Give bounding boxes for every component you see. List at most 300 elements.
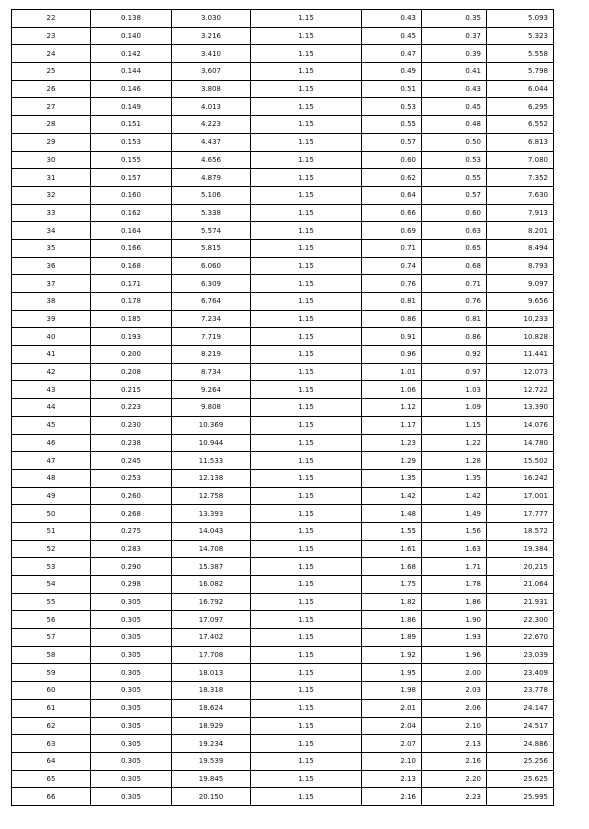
table-cell: 17.777 (487, 505, 554, 523)
table-cell: 66 (12, 788, 91, 806)
table-cell: 18.013 (172, 664, 251, 682)
table-cell: 7.913 (487, 204, 554, 222)
table-cell: 6.044 (487, 80, 554, 98)
table-cell: 39 (12, 310, 91, 328)
table-cell: 5.558 (487, 45, 554, 63)
table-cell: 0.149 (91, 98, 172, 116)
table-cell: 0.151 (91, 116, 172, 134)
table-cell: 25.256 (487, 752, 554, 770)
table-cell: 0.157 (91, 169, 172, 187)
table-cell: 4.879 (172, 169, 251, 187)
table-cell: 1.93 (422, 629, 487, 647)
table-cell: 0.57 (422, 186, 487, 204)
table-row (12, 98, 554, 116)
table-cell: 0.53 (422, 151, 487, 169)
table-cell: 1.15 (251, 239, 362, 257)
table-row (12, 788, 554, 806)
table-cell: 1.15 (251, 293, 362, 311)
table-row (12, 682, 554, 700)
table-cell: 1.03 (422, 381, 487, 399)
table-cell: 18.318 (172, 682, 251, 700)
table-row (12, 169, 554, 187)
table-cell: 9.808 (172, 399, 251, 417)
table-cell: 1.96 (422, 646, 487, 664)
table-row (12, 204, 554, 222)
table-cell: 0.81 (422, 310, 487, 328)
table-cell: 1.15 (251, 505, 362, 523)
table-cell: 1.15 (251, 576, 362, 594)
table-cell: 4.437 (172, 133, 251, 151)
table-cell: 1.89 (362, 629, 422, 647)
table-row (12, 275, 554, 293)
table-cell: 22.670 (487, 629, 554, 647)
table-row (12, 133, 554, 151)
table-cell: 1.15 (422, 416, 487, 434)
table-cell: 0.65 (422, 239, 487, 257)
table-cell: 1.15 (251, 416, 362, 434)
table-cell: 2.16 (422, 752, 487, 770)
table-cell: 14.076 (487, 416, 554, 434)
table-cell: 0.62 (362, 169, 422, 187)
table-cell: 17.001 (487, 487, 554, 505)
table-row (12, 487, 554, 505)
table-cell: 1.15 (251, 540, 362, 558)
table-cell: 0.164 (91, 222, 172, 240)
table-row (12, 363, 554, 381)
table-cell: 30 (12, 151, 91, 169)
table-cell: 1.98 (362, 682, 422, 700)
table-cell: 2.13 (422, 735, 487, 753)
table-cell: 0.223 (91, 399, 172, 417)
table-cell: 27 (12, 98, 91, 116)
table-cell: 0.63 (422, 222, 487, 240)
table-cell: 6.764 (172, 293, 251, 311)
table-cell: 24.886 (487, 735, 554, 753)
table-cell: 55 (12, 593, 91, 611)
table-cell: 3.808 (172, 80, 251, 98)
table-cell: 18.929 (172, 717, 251, 735)
table-cell: 25 (12, 63, 91, 81)
table-cell: 14.780 (487, 434, 554, 452)
table-cell: 0.140 (91, 27, 172, 45)
table-row (12, 381, 554, 399)
table-cell: 1.92 (362, 646, 422, 664)
table-cell: 1.48 (362, 505, 422, 523)
table-cell: 1.82 (362, 593, 422, 611)
table-cell: 1.86 (362, 611, 422, 629)
table-row (12, 522, 554, 540)
table-cell: 0.305 (91, 664, 172, 682)
table-cell: 12.073 (487, 363, 554, 381)
table-cell: 19.845 (172, 770, 251, 788)
table-cell: 20.215 (487, 558, 554, 576)
table-row (12, 186, 554, 204)
table-cell: 8.219 (172, 346, 251, 364)
table-cell: 1.15 (251, 328, 362, 346)
table-cell: 1.15 (251, 487, 362, 505)
table-cell: 0.230 (91, 416, 172, 434)
table-cell: 58 (12, 646, 91, 664)
table-cell: 1.71 (422, 558, 487, 576)
table-cell: 1.15 (251, 752, 362, 770)
table-cell: 2.04 (362, 717, 422, 735)
table-cell: 62 (12, 717, 91, 735)
table-cell: 12.138 (172, 469, 251, 487)
table-cell: 0.146 (91, 80, 172, 98)
table-row (12, 45, 554, 63)
table-row (12, 328, 554, 346)
table-row (12, 717, 554, 735)
table-cell: 19.539 (172, 752, 251, 770)
table-cell: 0.153 (91, 133, 172, 151)
table-cell: 1.56 (422, 522, 487, 540)
table-cell: 13.393 (172, 505, 251, 523)
table-cell: 52 (12, 540, 91, 558)
table-cell: 36 (12, 257, 91, 275)
table-cell: 8.201 (487, 222, 554, 240)
table-cell: 13.390 (487, 399, 554, 417)
table-cell: 0.200 (91, 346, 172, 364)
table-cell: 21.931 (487, 593, 554, 611)
table-cell: 1.15 (251, 699, 362, 717)
table-row (12, 752, 554, 770)
table-cell: 0.51 (362, 80, 422, 98)
table-cell: 0.260 (91, 487, 172, 505)
table-cell: 1.15 (251, 346, 362, 364)
table-row (12, 629, 554, 647)
table-cell: 0.138 (91, 10, 172, 28)
table-cell: 19.234 (172, 735, 251, 753)
table-cell: 3.030 (172, 10, 251, 28)
table-cell: 0.171 (91, 275, 172, 293)
table-row (12, 239, 554, 257)
table-cell: 5.106 (172, 186, 251, 204)
table-row (12, 346, 554, 364)
table-cell: 1.15 (251, 133, 362, 151)
table-cell: 24 (12, 45, 91, 63)
table-cell: 0.76 (362, 275, 422, 293)
table-cell: 28 (12, 116, 91, 134)
table-cell: 20.150 (172, 788, 251, 806)
table-cell: 0.57 (362, 133, 422, 151)
table-row (12, 505, 554, 523)
table-cell: 1.15 (251, 381, 362, 399)
table-cell: 1.15 (251, 682, 362, 700)
table-cell: 0.305 (91, 682, 172, 700)
table-cell: 1.15 (251, 116, 362, 134)
table-cell: 5.815 (172, 239, 251, 257)
table-cell: 59 (12, 664, 91, 682)
table-cell: 0.47 (362, 45, 422, 63)
table-cell: 10.233 (487, 310, 554, 328)
table-cell: 6.295 (487, 98, 554, 116)
table-cell: 1.49 (422, 505, 487, 523)
table-cell: 34 (12, 222, 91, 240)
table-cell: 33 (12, 204, 91, 222)
table-cell: 0.86 (362, 310, 422, 328)
table-cell: 0.97 (422, 363, 487, 381)
table-cell: 7.630 (487, 186, 554, 204)
table-cell: 0.71 (422, 275, 487, 293)
table-cell: 6.309 (172, 275, 251, 293)
table-cell: 1.15 (251, 27, 362, 45)
table-cell: 0.238 (91, 434, 172, 452)
table-cell: 10.944 (172, 434, 251, 452)
table-cell: 42 (12, 363, 91, 381)
table-cell: 1.15 (251, 98, 362, 116)
table-cell: 1.15 (251, 45, 362, 63)
table-cell: 23.409 (487, 664, 554, 682)
table-cell: 0.43 (362, 10, 422, 28)
table-cell: 16.242 (487, 469, 554, 487)
table-row (12, 452, 554, 470)
table-cell: 0.144 (91, 63, 172, 81)
table-cell: 1.01 (362, 363, 422, 381)
table-cell: 1.95 (362, 664, 422, 682)
table-cell: 4.013 (172, 98, 251, 116)
table-cell: 0.49 (362, 63, 422, 81)
table-cell: 9.264 (172, 381, 251, 399)
table-cell: 6.552 (487, 116, 554, 134)
table-cell: 41 (12, 346, 91, 364)
table-cell: 24.147 (487, 699, 554, 717)
table-row (12, 399, 554, 417)
table-cell: 0.290 (91, 558, 172, 576)
table-cell: 1.42 (422, 487, 487, 505)
table-cell: 11.533 (172, 452, 251, 470)
table-cell: 65 (12, 770, 91, 788)
table-cell: 2.03 (422, 682, 487, 700)
table-cell: 1.15 (251, 222, 362, 240)
table-cell: 57 (12, 629, 91, 647)
table-cell: 3.410 (172, 45, 251, 63)
table-cell: 0.60 (422, 204, 487, 222)
table-cell: 0.37 (422, 27, 487, 45)
table-cell: 4.656 (172, 151, 251, 169)
table-cell: 0.45 (422, 98, 487, 116)
table-cell: 18.624 (172, 699, 251, 717)
table-cell: 0.48 (422, 116, 487, 134)
table-cell: 0.41 (422, 63, 487, 81)
table-cell: 0.193 (91, 328, 172, 346)
table-cell: 0.81 (362, 293, 422, 311)
table-cell: 2.07 (362, 735, 422, 753)
table-cell: 0.268 (91, 505, 172, 523)
table-cell: 0.50 (422, 133, 487, 151)
table-cell: 12.722 (487, 381, 554, 399)
table-cell: 19.384 (487, 540, 554, 558)
table-cell: 21.064 (487, 576, 554, 594)
table-row (12, 10, 554, 28)
table-cell: 1.17 (362, 416, 422, 434)
table-cell: 54 (12, 576, 91, 594)
table-cell: 1.15 (251, 717, 362, 735)
table-cell: 2.10 (422, 717, 487, 735)
table-cell: 6.813 (487, 133, 554, 151)
table-cell: 0.245 (91, 452, 172, 470)
table-cell: 44 (12, 399, 91, 417)
table-cell: 1.15 (251, 63, 362, 81)
table-cell: 2.06 (422, 699, 487, 717)
table-cell: 18.572 (487, 522, 554, 540)
table-cell: 0.305 (91, 593, 172, 611)
table-cell: 1.15 (251, 593, 362, 611)
table-cell: 1.15 (251, 629, 362, 647)
table-cell: 0.275 (91, 522, 172, 540)
table-cell: 8.734 (172, 363, 251, 381)
table-cell: 0.298 (91, 576, 172, 594)
table-cell: 1.15 (251, 80, 362, 98)
table-cell: 16.792 (172, 593, 251, 611)
table-row (12, 27, 554, 45)
table-cell: 43 (12, 381, 91, 399)
table-cell: 17.402 (172, 629, 251, 647)
table-cell: 12.758 (172, 487, 251, 505)
table-row (12, 416, 554, 434)
table-cell: 14.043 (172, 522, 251, 540)
table-row (12, 293, 554, 311)
table-cell: 0.53 (362, 98, 422, 116)
table-cell: 0.39 (422, 45, 487, 63)
table-cell: 9.097 (487, 275, 554, 293)
table-cell: 1.35 (422, 469, 487, 487)
table-cell: 1.63 (422, 540, 487, 558)
table-cell: 22 (12, 10, 91, 28)
table-cell: 2.20 (422, 770, 487, 788)
table-cell: 5.338 (172, 204, 251, 222)
table-cell: 1.15 (251, 169, 362, 187)
table-body (12, 10, 554, 806)
table-cell: 8.494 (487, 239, 554, 257)
table-cell: 25.625 (487, 770, 554, 788)
table-cell: 1.75 (362, 576, 422, 594)
table-cell: 0.69 (362, 222, 422, 240)
table-row (12, 469, 554, 487)
table-cell: 5.574 (172, 222, 251, 240)
table-cell: 4.223 (172, 116, 251, 134)
table-cell: 40 (12, 328, 91, 346)
table-cell: 1.15 (251, 735, 362, 753)
table-cell: 24.517 (487, 717, 554, 735)
table-cell: 1.35 (362, 469, 422, 487)
table-cell: 60 (12, 682, 91, 700)
table-row (12, 222, 554, 240)
table-cell: 7.080 (487, 151, 554, 169)
table-cell: 1.28 (422, 452, 487, 470)
table-cell: 25.995 (487, 788, 554, 806)
table-cell: 0.305 (91, 717, 172, 735)
table-cell: 8.793 (487, 257, 554, 275)
table-row (12, 699, 554, 717)
table-cell: 0.86 (422, 328, 487, 346)
table-cell: 0.283 (91, 540, 172, 558)
table-row (12, 257, 554, 275)
table-cell: 0.76 (422, 293, 487, 311)
table-row (12, 558, 554, 576)
table-cell: 1.15 (251, 469, 362, 487)
table-cell: 0.155 (91, 151, 172, 169)
table-cell: 1.42 (362, 487, 422, 505)
table-cell: 61 (12, 699, 91, 717)
table-cell: 53 (12, 558, 91, 576)
table-cell: 2.10 (362, 752, 422, 770)
table-cell: 15.387 (172, 558, 251, 576)
table-row (12, 116, 554, 134)
table-cell: 29 (12, 133, 91, 151)
table-cell: 0.215 (91, 381, 172, 399)
table-cell: 1.15 (251, 151, 362, 169)
table-cell: 31 (12, 169, 91, 187)
table-cell: 1.15 (251, 522, 362, 540)
table-cell: 63 (12, 735, 91, 753)
table-cell: 2.23 (422, 788, 487, 806)
table-cell: 23.039 (487, 646, 554, 664)
table-cell: 2.01 (362, 699, 422, 717)
table-cell: 1.06 (362, 381, 422, 399)
table-cell: 64 (12, 752, 91, 770)
table-cell: 0.64 (362, 186, 422, 204)
table-cell: 0.162 (91, 204, 172, 222)
table-cell: 0.168 (91, 257, 172, 275)
table-row (12, 80, 554, 98)
table-cell: 1.61 (362, 540, 422, 558)
table-cell: 1.15 (251, 558, 362, 576)
table-row (12, 735, 554, 753)
table-cell: 48 (12, 469, 91, 487)
table-cell: 0.60 (362, 151, 422, 169)
table-cell: 37 (12, 275, 91, 293)
table-cell: 1.90 (422, 611, 487, 629)
table-cell: 22.300 (487, 611, 554, 629)
table-cell: 3.216 (172, 27, 251, 45)
table-cell: 10.828 (487, 328, 554, 346)
table-cell: 32 (12, 186, 91, 204)
table-cell: 0.305 (91, 699, 172, 717)
table-cell: 0.92 (422, 346, 487, 364)
table-cell: 1.15 (251, 186, 362, 204)
table-cell: 23.778 (487, 682, 554, 700)
table-cell: 10.369 (172, 416, 251, 434)
table-cell: 0.43 (422, 80, 487, 98)
table-cell: 0.142 (91, 45, 172, 63)
table-cell: 0.71 (362, 239, 422, 257)
table-cell: 1.15 (251, 204, 362, 222)
table-cell: 1.78 (422, 576, 487, 594)
table-cell: 49 (12, 487, 91, 505)
table-cell: 0.305 (91, 735, 172, 753)
table-cell: 1.22 (422, 434, 487, 452)
table-cell: 15.502 (487, 452, 554, 470)
table-cell: 47 (12, 452, 91, 470)
table-row (12, 310, 554, 328)
table-cell: 50 (12, 505, 91, 523)
table-cell: 1.15 (251, 257, 362, 275)
table-cell: 3.607 (172, 63, 251, 81)
table-cell: 23 (12, 27, 91, 45)
table-cell: 0.74 (362, 257, 422, 275)
table-cell: 0.305 (91, 788, 172, 806)
table-row (12, 646, 554, 664)
table-cell: 0.68 (422, 257, 487, 275)
table-cell: 1.15 (251, 399, 362, 417)
table-row (12, 664, 554, 682)
table-cell: 0.305 (91, 770, 172, 788)
table-cell: 17.097 (172, 611, 251, 629)
table-cell: 14.708 (172, 540, 251, 558)
table-cell: 0.208 (91, 363, 172, 381)
table-cell: 0.166 (91, 239, 172, 257)
table-cell: 5.323 (487, 27, 554, 45)
